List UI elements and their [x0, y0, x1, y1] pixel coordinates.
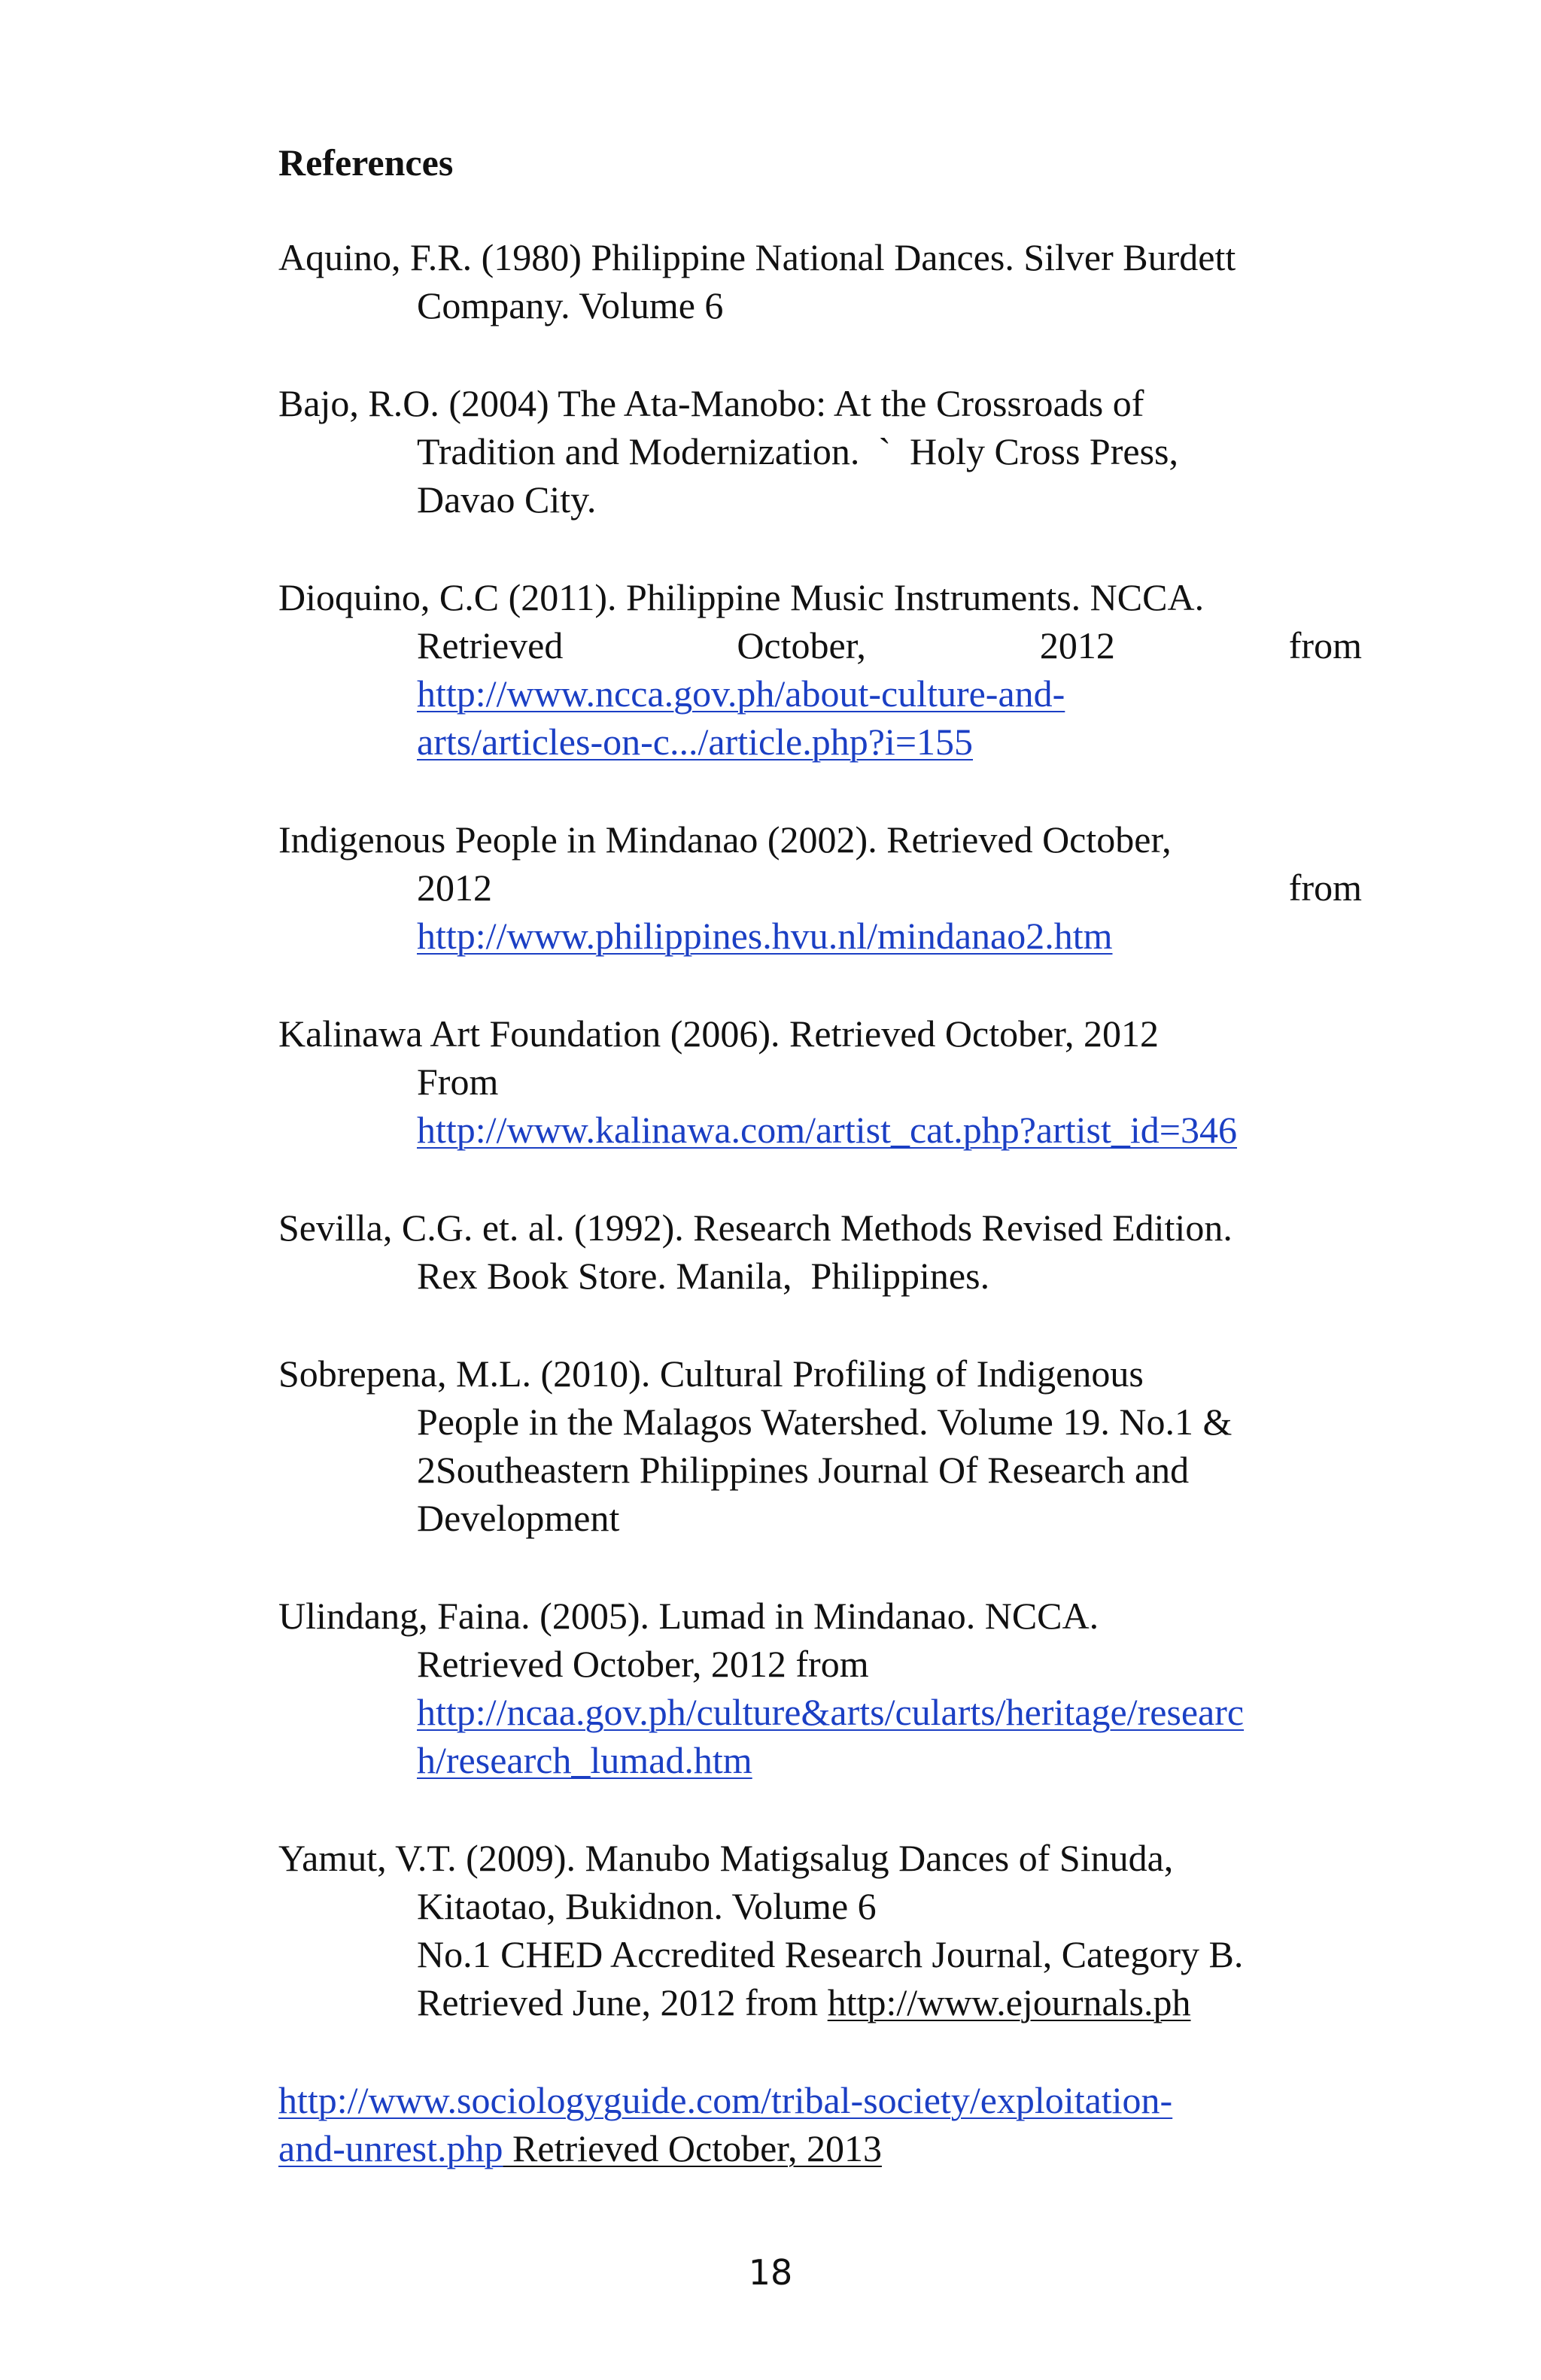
reference-justified-line [278, 864, 1362, 912]
reference-continuation: Tradition and Modernization. ` Holy Cross Press, [417, 430, 1178, 472]
justified-word: 2012 [417, 867, 492, 909]
justified-word: October, [737, 624, 866, 666]
reference-continuation: Kitaotao, Bukidnon. Volume 6 [417, 1885, 877, 1927]
reference-aquino [278, 233, 1362, 329]
reference-continuation: Rex Book Store. Manila, Philippines. [417, 1255, 990, 1297]
page-number: 18 [748, 2252, 793, 2293]
reference-continuation: Company. Volume 6 [417, 284, 724, 326]
reference-url-link[interactable]: http://www.kalinawa.com/artist_cat.php?artist_id=346 [417, 1109, 1237, 1151]
reference-dioquino [278, 573, 1362, 766]
reference-url-link[interactable]: http://www.ncca.gov.ph/about-culture-and- [417, 672, 1065, 715]
reference-link-line [278, 1688, 1362, 1736]
reference-first-line: Sobrepena, M.L. (2010). Cultural Profiling of Indigenous [278, 1352, 1144, 1395]
reference-indigenous-people [278, 815, 1362, 960]
reference-first-line: Sevilla, C.G. et. al. (1992). Research Methods Revised Edition. [278, 1207, 1232, 1249]
reference-kalinawa [278, 1009, 1362, 1154]
retrieved-text: Retrieved October, 2013 [503, 2127, 882, 2169]
reference-link-line [278, 669, 1362, 718]
reference-bajo [278, 379, 1362, 524]
reference-continuation: No.1 CHED Accredited Research Journal, Category B. [417, 1933, 1244, 1975]
references-heading: References [278, 141, 454, 184]
reference-link-line [278, 912, 1362, 960]
reference-continuation: Development [417, 1497, 620, 1539]
retrieved-text: Retrieved June, 2012 from [417, 1981, 828, 2023]
reference-link-line [278, 718, 1362, 766]
reference-first-line: Bajo, R.O. (2004) The Ata-Manobo: At the Crossroads of [278, 382, 1144, 424]
justified-word: from [1288, 624, 1362, 666]
reference-first-line: Kalinawa Art Foundation (2006). Retrieved October, 2012 [278, 1012, 1159, 1055]
reference-sobrepena [278, 1349, 1362, 1542]
references-page [278, 138, 1362, 2222]
reference-sevilla [278, 1204, 1362, 1300]
reference-first-line: Indigenous People in Mindanao (2002). Retrieved October, [278, 818, 1172, 861]
reference-continuation: 2Southeastern Philippines Journal Of Research and [417, 1449, 1190, 1491]
reference-url-link[interactable]: http://ncaa.gov.ph/culture&arts/cularts/heritage/researc [417, 1691, 1245, 1733]
reference-link-line [278, 1106, 1362, 1154]
reference-first-line: Yamut, V.T. (2009). Manubo Matigsalug Dances of Sinuda, [278, 1837, 1174, 1879]
reference-justified-line [278, 621, 1362, 669]
reference-yamut [278, 1834, 1362, 2026]
reference-first-line: Aquino, F.R. (1980) Philippine National Dances. Silver Burdett [278, 236, 1236, 278]
reference-continuation: From [417, 1061, 499, 1103]
reference-link-line [278, 2076, 1362, 2124]
reference-url-link[interactable]: http://www.philippines.hvu.nl/mindanao2.htm [417, 915, 1113, 957]
reference-sociologyguide [278, 2076, 1362, 2172]
reference-link-line [278, 2124, 1362, 2172]
reference-url-link[interactable]: arts/articles-on-c.../article.php?i=155 [417, 721, 974, 763]
reference-first-line: Ulindang, Faina. (2005). Lumad in Mindanao. NCCA. [278, 1595, 1099, 1637]
justified-word: from [1288, 867, 1362, 909]
reference-ulindang [278, 1592, 1362, 1784]
reference-url-link[interactable]: http://www.sociologyguide.com/tribal-society/exploitation- [278, 2079, 1173, 2121]
reference-url-link[interactable]: h/research_lumad.htm [417, 1739, 752, 1781]
justified-word: Retrieved [417, 624, 564, 666]
reference-url-link[interactable]: and-unrest.php [278, 2127, 503, 2169]
reference-continuation: Davao City. [417, 478, 597, 521]
reference-url-link[interactable]: http://www.ejournals.ph [827, 1981, 1191, 2023]
reference-continuation [278, 1978, 1362, 2026]
justified-word: 2012 [1039, 624, 1115, 666]
reference-continuation: People in the Malagos Watershed. Volume 19. No.1 & [417, 1401, 1232, 1443]
reference-continuation: Retrieved October, 2012 from [417, 1643, 869, 1685]
reference-first-line: Dioquino, C.C (2011). Philippine Music Instruments. NCCA. [278, 576, 1205, 618]
reference-link-line [278, 1736, 1362, 1784]
